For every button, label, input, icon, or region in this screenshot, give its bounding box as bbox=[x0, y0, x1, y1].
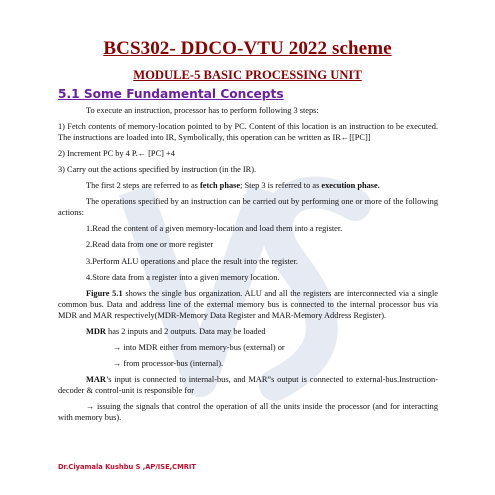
execution-phase-term: execution phase. bbox=[321, 181, 380, 191]
list-item: 1.Read the content of a given memory-location and load them into a register. bbox=[86, 224, 343, 234]
phases-text-2: ; Step 3 is referred to as bbox=[240, 181, 322, 191]
figure-reference: Figure 5.1 bbox=[86, 288, 123, 298]
module-heading: MODULE-5 BASIC PROCESSING UNIT bbox=[133, 68, 362, 82]
mar-text: ’s input is connected to internal-bus, and MAR”s output is connected to external-bus.Instruction-decoder & control-unit is responsible for bbox=[58, 374, 438, 395]
footer-author: Dr.Ciyamala Kushbu S ,AP/ISE,CMRIT bbox=[58, 463, 196, 471]
paragraph-figure bbox=[58, 289, 438, 322]
mar-term: MAR bbox=[86, 374, 106, 384]
mdr-text: has 2 inputs and 2 outputs. Data may be loaded bbox=[105, 326, 266, 336]
list-item: 2.Read data from one or more register bbox=[86, 240, 214, 250]
paragraph-phases bbox=[58, 181, 438, 192]
document-title: BCS302- DDCO-VTU 2022 scheme bbox=[103, 38, 392, 59]
list-item: 3.Perform ALU operations and place the result into the register. bbox=[86, 256, 299, 266]
paragraph-step-2: 2) Increment PC by 4 P.← [PC] +4 bbox=[58, 149, 175, 159]
paragraph-operations: The operations specified by an instruction can be carried out by performing one or more of the following actions: bbox=[58, 197, 438, 218]
section-heading: 5.1 Some Fundamental Concepts bbox=[58, 87, 284, 101]
mdr-bullet-external: → into MDR either from memory-bus (external) or bbox=[113, 342, 285, 352]
paragraph-step-3: 3) Carry out the actions specified by instruction (in the IR). bbox=[58, 165, 257, 175]
paragraph-step-1: 1) Fetch contents of memory-location pointed to by PC. Content of this location is an instruction to be executed. The instructions are loaded into IR, Symbolically, this operation can be written as IR←[[PC]] bbox=[58, 122, 438, 142]
figure-text: shows the single bus organization. ALU and all the registers are interconnected via a single common bus. Data and address line of the external memory bus is connected to the internal processor bus via MDR and MAR respectively(MDR-Memory Data Register and MAR-Memory Address Register). bbox=[58, 288, 438, 320]
paragraph-control-signals: → issuing the signals that control the operation of all the units inside the processor (and for interacting with memory bus). bbox=[58, 401, 438, 422]
fetch-phase-term: fetch phase bbox=[199, 181, 241, 191]
mdr-term: MDR bbox=[86, 326, 106, 336]
mdr-bullet-internal: → from processor-bus (internal). bbox=[113, 358, 224, 368]
phases-text-1: The first 2 steps are referred to as bbox=[86, 181, 200, 191]
paragraph-mdr bbox=[58, 327, 438, 338]
paragraph-mar bbox=[58, 375, 438, 397]
paragraph-intro: To execute an instruction, processor has to perform following 3 steps: bbox=[86, 106, 319, 115]
list-item: 4.Store data from a register into a given memory location. bbox=[86, 272, 280, 282]
document-body bbox=[58, 106, 438, 429]
